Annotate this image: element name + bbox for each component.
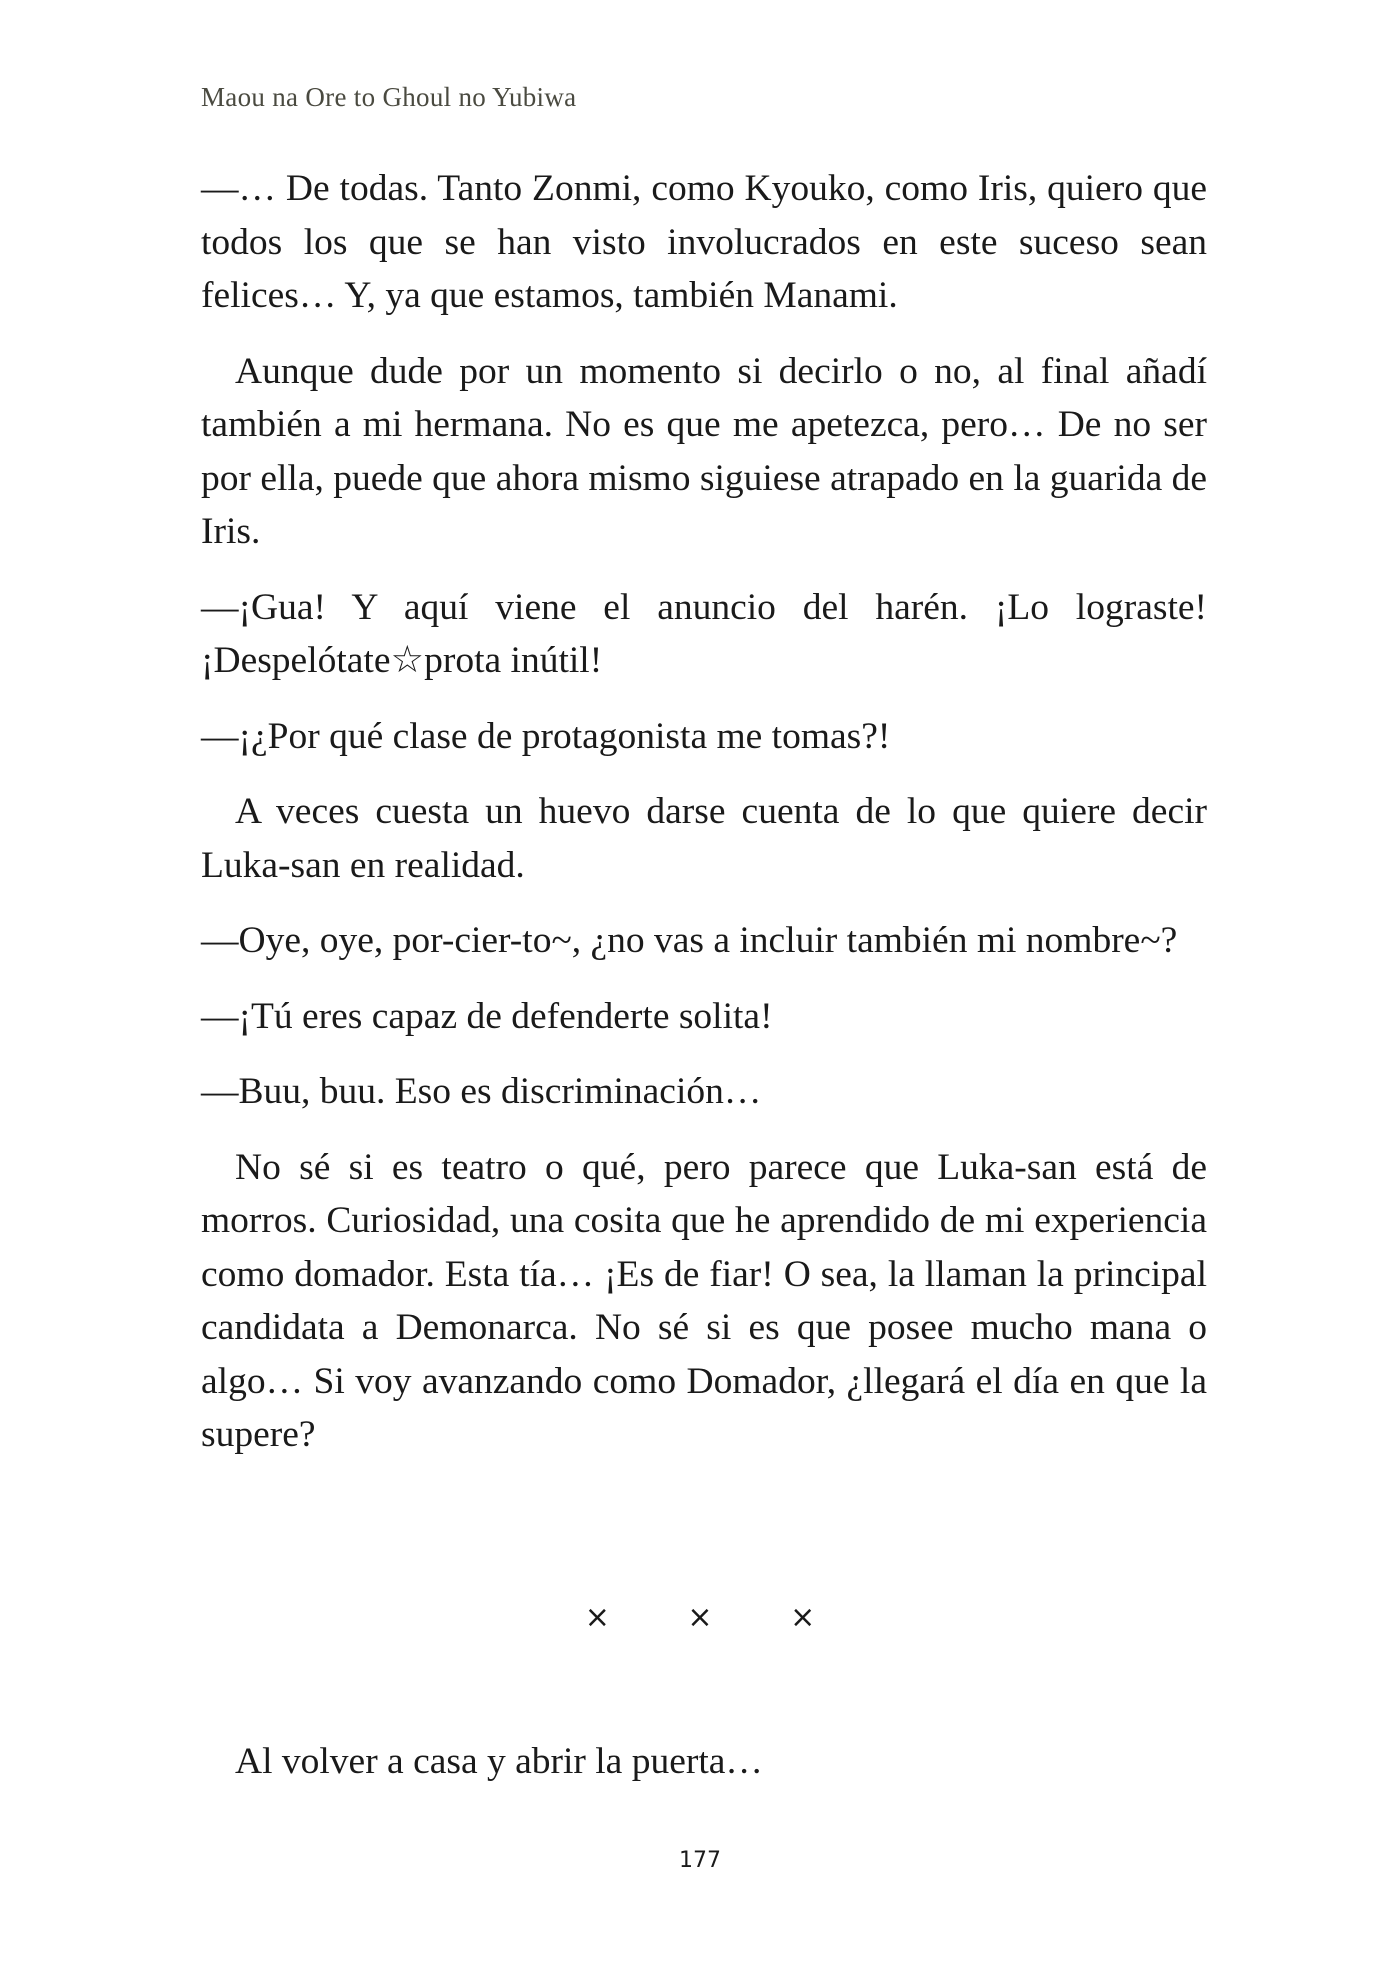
paragraph-dialogue-wish: —… De todas. Tanto Zonmi, como Kyouko, como Iris, quiero que todos los que se han visto involucrados en este suceso sean felices… Y, ya que estamos, también Manami. <box>201 168 1207 316</box>
running-header: Maou na Ore to Ghoul no Yubiwa <box>201 82 577 112</box>
paragraph-narration-luka: A veces cuesta un huevo darse cuenta de lo que quiere decir Luka-san en realidad. <box>201 791 1207 886</box>
scene-break <box>0 1600 1400 1635</box>
scene-break-mark: × <box>687 1600 713 1635</box>
scene-break-mark: × <box>584 1600 610 1635</box>
paragraph-narration-sister: Aunque dude por un momento si decirlo o no, al final añadí también a mi hermana. No es que me apetezca, pero… De no ser por ella, puede que ahora mismo siguiese atrapado en la guarida de Iris. <box>201 350 1207 552</box>
paragraph-dialogue-harem: —¡Gua! Y aquí viene el anuncio del harén. ¡Lo lograste! ¡Despelótate☆prota inútil! <box>201 586 1207 681</box>
paragraph-narration-demonarca: No sé si es teatro o qué, pero parece que Luka-san está de morros. Curiosidad, una cosita que he aprendido de mi experiencia como domador. Esta tía… ¡Es de fiar! O sea, la llaman la principal candidata a Demonarca. No sé si es que posee mucho mana o algo… Si voy avanzando como Domador, ¿llegará el día en que la supere? <box>201 1146 1207 1455</box>
page-number: 177 <box>679 1848 721 1873</box>
paragraph-dialogue-name: —Oye, oye, por-cier-to~, ¿no vas a incluir también mi nombre~? <box>201 920 1178 961</box>
scene-break-mark: × <box>790 1600 816 1635</box>
body-text <box>201 162 1207 1484</box>
paragraph-dialogue-discrimination: —Buu, buu. Eso es discriminación… <box>201 1071 762 1112</box>
paragraph-final: Al volver a casa y abrir la puerta… <box>235 1741 763 1782</box>
paragraph-dialogue-protagonist: —¡¿Por qué clase de protagonista me tomas?! <box>201 715 891 757</box>
paragraph-dialogue-defend: —¡Tú eres capaz de defenderte solita! <box>201 995 773 1037</box>
